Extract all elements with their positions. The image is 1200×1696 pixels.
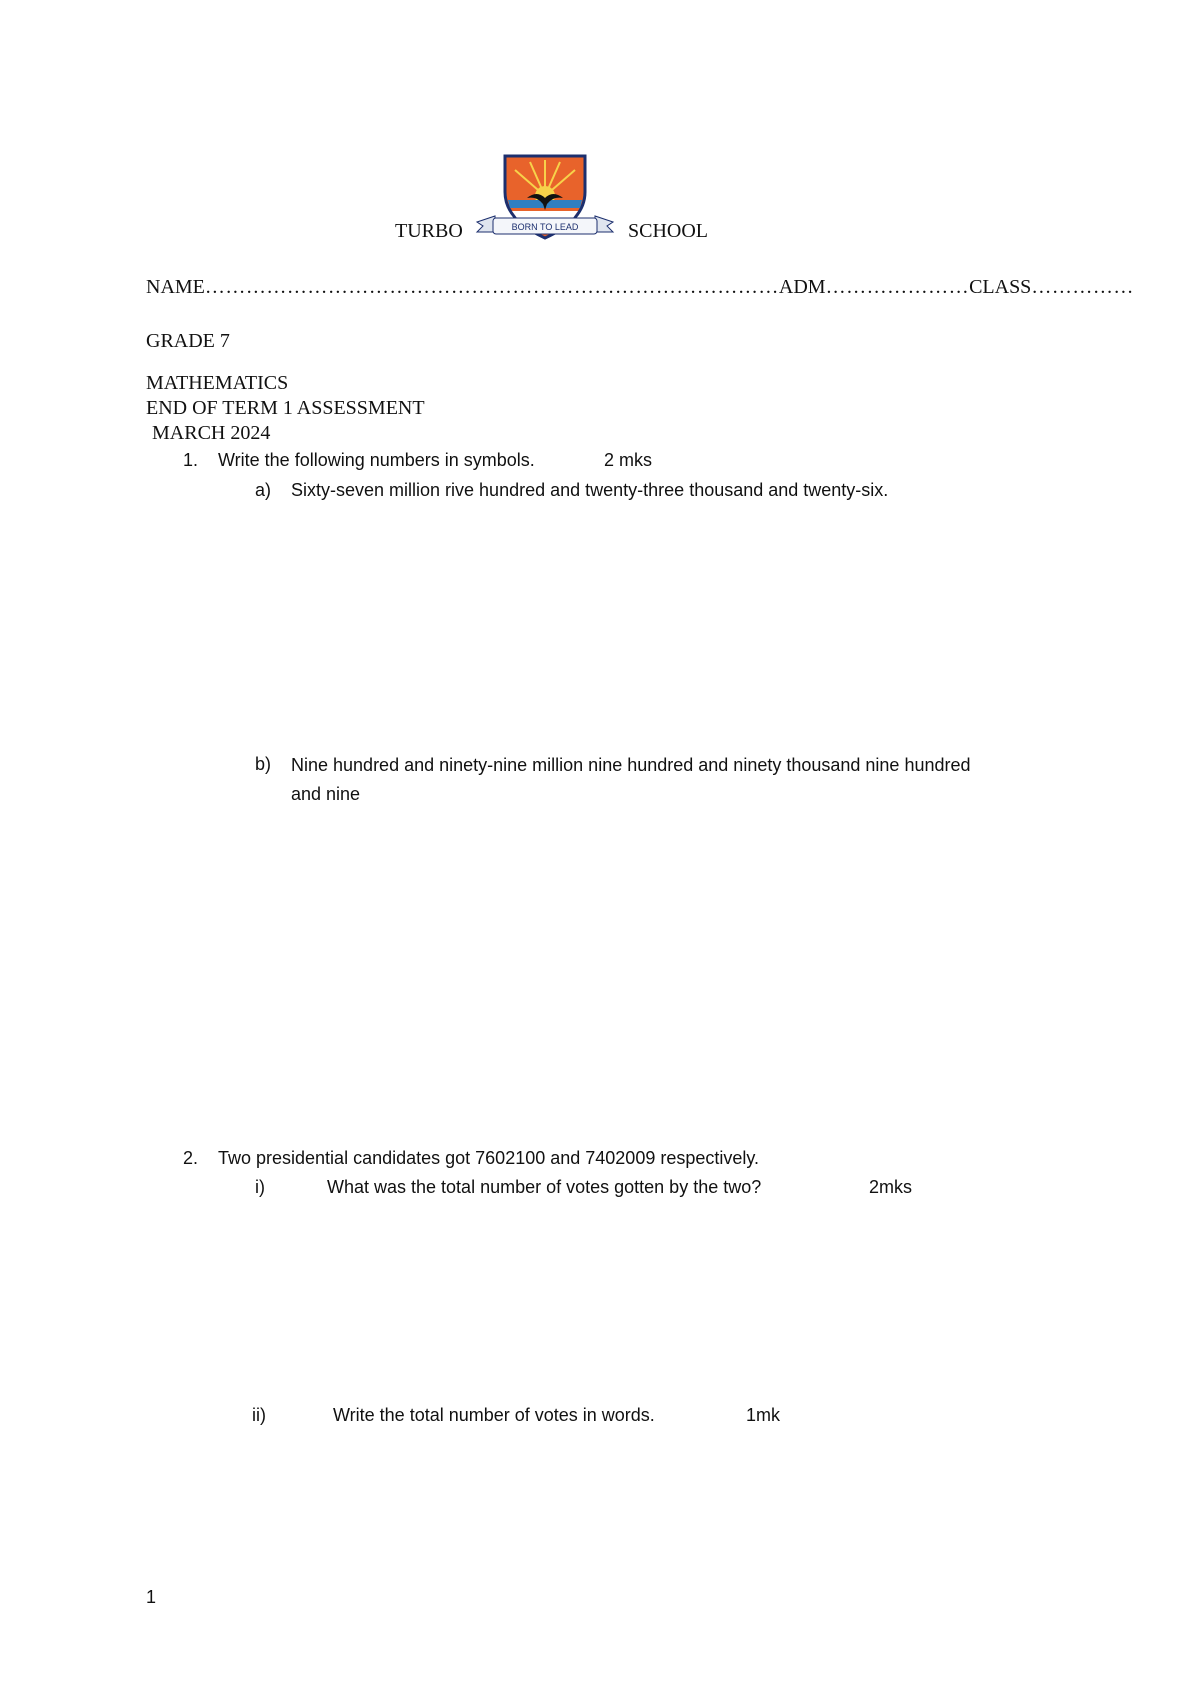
adm-blank[interactable]: ………………… [825, 276, 970, 298]
question-number: 2. [183, 1148, 199, 1168]
adm-label: ADM [778, 276, 826, 298]
motto-text: BORN TO LEAD [511, 222, 579, 232]
school-name-right: SCHOOL [628, 220, 709, 242]
question-number: 1. [183, 450, 199, 470]
question-text: Two presidential candidates got 7602100 and 7402009 respectively. [218, 1148, 760, 1168]
date-label: MARCH 2024 [152, 422, 271, 444]
part-text: Nine hundred and ninety-nine million nine hundred and ninety thousand nine hundred and nine [291, 755, 971, 804]
question-text: Write the following numbers in symbols. [218, 450, 535, 470]
part-text: Write the total number of votes in words. [333, 1405, 655, 1425]
school-crest-logo [475, 150, 615, 242]
school-header [395, 150, 735, 250]
part-marks: 1mk [746, 1405, 781, 1425]
term-label: END OF TERM 1 ASSESSMENT [146, 397, 425, 419]
part-text: Sixty-seven million rive hundred and twenty-three thousand and twenty-six. [291, 480, 889, 500]
part-label: a) [255, 480, 272, 500]
question-marks: 2 mks [604, 450, 653, 470]
part-label: i) [255, 1177, 265, 1197]
name-blank[interactable]: ………………………………………………………………………… [204, 276, 779, 298]
name-label: NAME [146, 276, 205, 298]
school-name-left: TURBO [395, 220, 463, 242]
subject-label: MATHEMATICS [146, 372, 289, 394]
part-text: What was the total number of votes gotten by the two? [327, 1177, 762, 1197]
part-label: ii) [252, 1405, 266, 1425]
student-info-line [146, 276, 1134, 299]
grade-label: GRADE 7 [146, 330, 230, 352]
part-label: b) [255, 754, 272, 774]
class-label: CLASS [969, 276, 1032, 298]
page-number: 1 [146, 1587, 157, 1607]
class-blank[interactable]: …………… [1031, 276, 1134, 298]
part-marks: 2mks [869, 1177, 913, 1197]
